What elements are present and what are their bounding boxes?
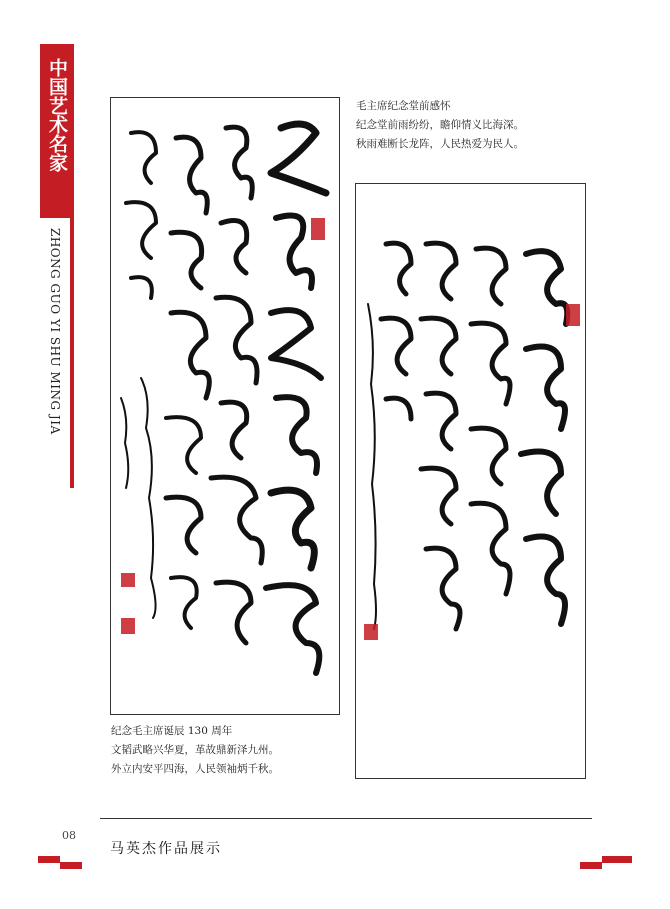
page-number: 08 [62, 829, 76, 842]
calligraphy-artwork-right [355, 183, 586, 779]
work-caption-right [356, 97, 524, 154]
caption-line: 文韬武略兴华夏，革故鼎新泽九州。 [111, 744, 279, 756]
calligraphy-strokes-left [111, 98, 339, 714]
work-caption-left [111, 722, 279, 779]
footer-bar-right [580, 862, 602, 869]
calligraphy-artwork-left [110, 97, 340, 715]
brand-tab [40, 44, 74, 444]
calligraphy-strokes-right [356, 184, 585, 778]
brand-rule [70, 218, 74, 488]
footer-bar-left [60, 862, 82, 869]
footer-bar-left [38, 856, 60, 863]
footer-title: 马英杰作品展示 [110, 841, 222, 857]
footer-bar-right [602, 856, 632, 863]
caption-line: 外立内安平四海，人民领袖炳千秋。 [111, 763, 279, 775]
brand-title: 中国艺术名家 [46, 58, 68, 172]
brand-pinyin: ZHONG GUO YI SHU MING JIA [48, 228, 62, 435]
caption-line: 秋雨难断长龙阵，人民热爱为民人。 [356, 138, 524, 150]
caption-title: 纪念毛主席诞辰 130 周年 [111, 725, 233, 737]
brand-title-block [40, 44, 74, 218]
caption-line: 纪念堂前雨纷纷，瞻仰情义比海深。 [356, 119, 524, 131]
caption-title: 毛主席纪念堂前感怀 [356, 100, 451, 112]
footer-rule [100, 818, 592, 819]
